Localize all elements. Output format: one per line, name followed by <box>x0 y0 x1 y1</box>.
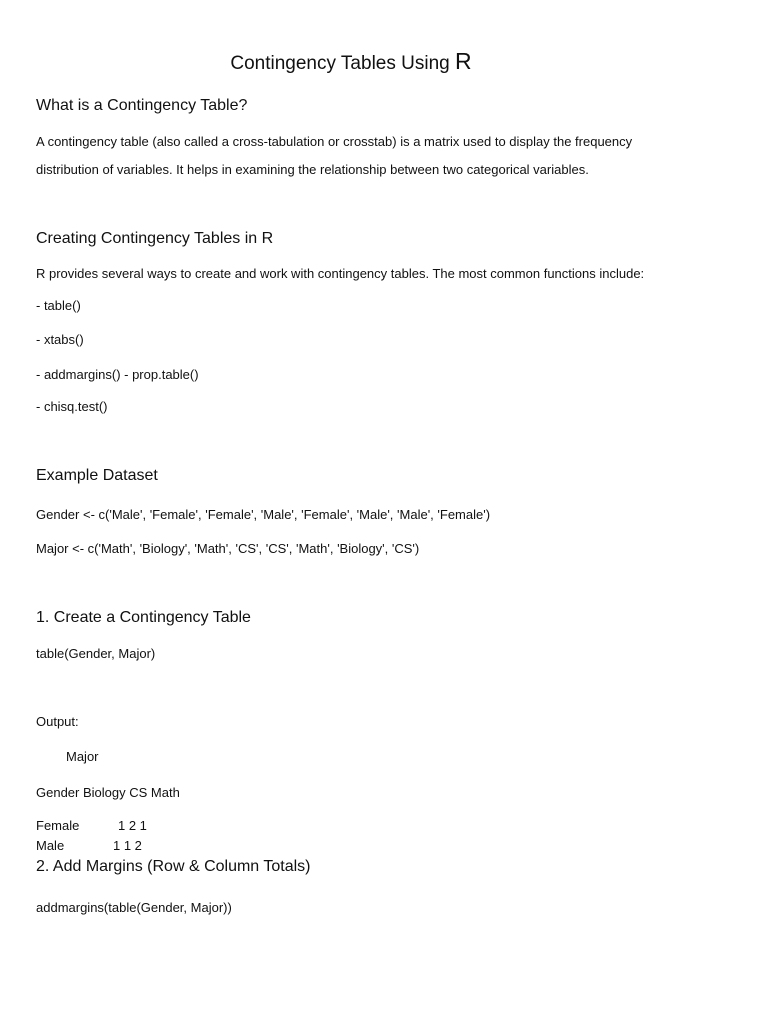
list-item-addmargins: - addmargins() - prop.table() <box>36 367 199 382</box>
code-gender-vector: Gender <- c('Male', 'Female', 'Female', 'Male', 'Female', 'Male', 'Male', 'Female') <box>36 507 491 522</box>
creating-intro: R provides several ways to create and work with contingency tables. The most common functions include: <box>36 266 645 281</box>
code-major-vector: Major <- c('Math', 'Biology', 'Math', 'CS', 'CS', 'Math', 'Biology', 'CS') <box>36 541 420 556</box>
output-male-values: 1 1 2 <box>113 838 142 853</box>
list-item-table: - table() <box>36 298 81 313</box>
output-header-row: Gender Biology CS Math <box>36 785 180 800</box>
document-title <box>0 48 702 75</box>
output-label: Output: <box>36 714 79 729</box>
code-table-call: table(Gender, Major) <box>36 646 156 661</box>
section-heading-example-dataset: Example Dataset <box>36 467 158 484</box>
list-item-chisq: - chisq.test() <box>36 399 108 414</box>
section-heading-create-table: 1. Create a Contingency Table <box>36 609 251 626</box>
output-male-label: Male <box>36 838 65 853</box>
title-text: Contingency Tables Using <box>230 53 450 74</box>
paragraph-line-2: distribution of variables. It helps in examining the relationship between two categorical variables. <box>36 162 589 177</box>
output-female-label: Female <box>36 818 80 833</box>
section-heading-what-is: What is a Contingency Table? <box>36 97 248 114</box>
code-addmargins-call: addmargins(table(Gender, Major)) <box>36 900 232 915</box>
section-heading-creating: Creating Contingency Tables in R <box>36 230 274 247</box>
section-heading-add-margins: 2. Add Margins (Row & Column Totals) <box>36 858 311 875</box>
list-item-xtabs: - xtabs() <box>36 332 84 347</box>
paragraph-line-1: A contingency table (also called a cross-tabulation or crosstab) is a matrix used to display the frequency <box>36 134 633 149</box>
output-female-values: 1 2 1 <box>118 818 147 833</box>
title-r: R <box>455 48 472 74</box>
output-major-label: Major <box>66 749 99 764</box>
